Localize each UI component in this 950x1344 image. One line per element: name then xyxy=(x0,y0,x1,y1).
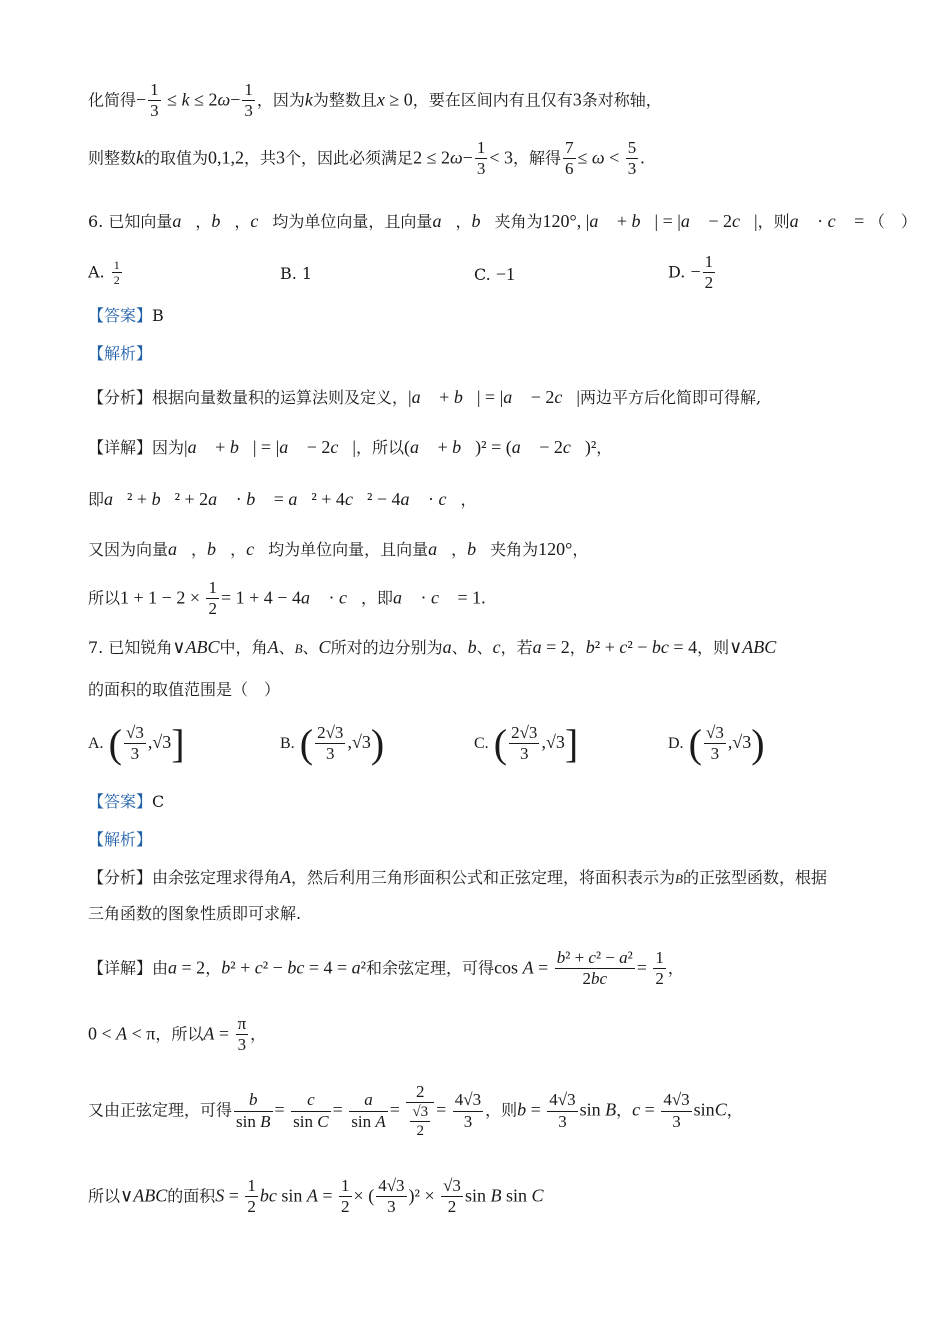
text: 均为单位向量，且向量 xyxy=(272,212,433,231)
q7-analysis-tag: 【解析】 xyxy=(88,830,153,849)
text: 的取值为 xyxy=(144,148,209,168)
q7-xiangjie: 【详解】由a = 2，b² + c² − bc = 4 = a²和余弦定理，可得cos A = $\frac{\text{b² + c² − a²}}{2bc}$ = $\frac{1}{2}$ ， xyxy=(88,948,684,989)
text: ，因为 xyxy=(256,90,305,110)
text: ，解得 xyxy=(512,148,561,168)
fraction: $\frac{b}{\text{sin B}}$ xyxy=(236,1090,271,1131)
q6-stem: 6. 已知向量a⃗，b⃗，c⃗均为单位向量，且向量a⃗，b⃗夹角为120°, |a⃗ + b⃗| = |a⃗ − 2c⃗|，则a⃗ · c⃗ = （ ） xyxy=(88,211,917,231)
q7-option-a[interactable]: A. ( $\frac{√3}{3}$ ,√3] xyxy=(88,721,185,766)
fraction: $\frac{1}{2}$ xyxy=(247,1176,256,1217)
fraction: $\frac{7}{6}$ xyxy=(565,138,574,179)
fraction: $\frac{1}{3}$ xyxy=(476,138,486,179)
q6-option-c[interactable]: C. −1 xyxy=(474,264,516,284)
fraction: $\frac{4√3}{3}$ xyxy=(378,1176,405,1217)
q7-stem-line2: 的面积的取值范围是（ ） xyxy=(88,680,281,699)
q7-answer: 【答案】C xyxy=(88,792,165,811)
q6-result: 所以1 + 1 − 2 × $\frac{1}{2}$ = 1 + 4 − 4a⃗ · c⃗，即a⃗ · c⃗ = 1. xyxy=(88,578,486,619)
fraction: $\frac{1}{2}$ xyxy=(208,578,217,619)
fraction: $\frac{c}{\text{sin C}}$ xyxy=(293,1090,329,1131)
q6-fenxi: 【分析】根据向量数量积的运算法则及定义，|a⃗ + b⃗| = |a⃗ − 2c⃗|两边平方后化简即可得解, xyxy=(88,387,762,407)
fraction: $\frac{\text{b² + c² − a²}}{2bc}$ xyxy=(556,948,633,989)
q7-fenxi: 【分析】由余弦定理求得角A，然后利用三角形面积公式和正弦定理，将面积表示为B的正弦型函数，根据 xyxy=(88,867,828,887)
text: 化简得 xyxy=(88,90,137,110)
q6-answer: 【答案】B xyxy=(88,306,164,325)
q7-option-d[interactable]: D. ( $\frac{√3}{3}$ ,√3) xyxy=(668,721,765,766)
text: （ ） xyxy=(868,212,917,231)
text: 个，因此必须满足 xyxy=(285,148,414,168)
text: 则整数 xyxy=(88,148,137,168)
text: 条对称轴 xyxy=(581,90,646,110)
fraction: $\frac{4√3}{3}$ xyxy=(549,1090,576,1131)
line-simplify: 化简得− $\frac{1}{3}$ ≤ k ≤ 2ω− $\frac{1}{3}$ ，因为k为整数且x ≥ 0，要在区间内有且仅有3条对称轴， xyxy=(88,80,662,121)
q6-analysis-tag: 【解析】 xyxy=(88,344,153,363)
fraction: $\frac{2√3}{3}$ xyxy=(317,722,344,763)
fraction: $\frac{\pi}{3}$ xyxy=(237,1014,247,1055)
fraction: $\frac{4√3}{3}$ xyxy=(663,1090,690,1131)
fraction: $\frac{1}{2}$ xyxy=(655,948,664,989)
fraction: $\frac{1}{2}$ xyxy=(113,258,120,288)
fraction: $\frac{1}{3}$ xyxy=(150,80,159,121)
fraction: $\frac{1}{3}$ xyxy=(244,80,253,121)
fraction: $\frac{5}{3}$ xyxy=(627,138,637,179)
q7-option-c[interactable]: C. ( $\frac{2√3}{3}$ ,√3] xyxy=(474,721,579,766)
text: ，则 xyxy=(757,212,790,231)
fraction: $\frac{2}{\frac{√3}{2}}$ xyxy=(406,1082,434,1140)
fraction: $\frac{√3}{3}$ xyxy=(125,722,144,763)
q7-option-b[interactable]: B. ( $\frac{2√3}{3}$ ,√3) xyxy=(280,721,385,766)
fraction: $\frac{a}{\text{sin A}}$ xyxy=(351,1090,386,1131)
fraction: $\frac{4√3}{3}$ xyxy=(454,1090,482,1131)
q7-area: 所以∨ABC的面积S = $\frac{1}{2}$ bc sin A = $\frac{1}{2}$ × ( $\frac{4√3}{3}$ )² × $\frac{√3}{2}$ sin B sin C xyxy=(88,1176,544,1217)
text: ，要在区间内有且仅有 xyxy=(412,90,573,110)
q6-expand: 即a⃗² + b⃗² + 2a⃗ · b⃗ = a⃗² + 4c⃗² − 4a⃗ · c⃗， xyxy=(88,489,477,509)
q7-fenxi-line2: 三角函数的图象性质即可求解. xyxy=(88,904,302,923)
text: 为整数且 xyxy=(312,90,377,110)
q7-stem: 7. 已知锐角∨ABC中，角A、B、C所对的边分别为a、b、c，若a = 2，b² + c² − bc = 4，则∨ABC xyxy=(88,637,777,657)
q6-xiangjie: 【详解】因为|a⃗ + b⃗| = |a⃗ − 2c⃗|，所以(a⃗ + b⃗)² = (a⃗ − 2c⃗)²， xyxy=(88,437,613,457)
fraction: $\frac{√3}{2}$ xyxy=(443,1176,461,1217)
q6-unit-vectors: 又因为向量a⃗，b⃗，c⃗均为单位向量，且向量a⃗，b⃗夹角为120°， xyxy=(88,539,589,559)
q6-option-d[interactable]: D. − $\frac{1}{2}$ xyxy=(668,252,714,293)
text: 夹角为 xyxy=(494,212,543,231)
fraction: $\frac{1}{2}$ xyxy=(704,252,714,293)
text: 6. 已知向量 xyxy=(88,212,173,231)
text: ，共 xyxy=(244,148,277,168)
line-integer-k: 则整数k的取值为0,1,2，共3个，因此必须满足2 ≤ 2ω− $\frac{1}{3}$ < 3，解得 $\frac{7}{6}$ ≤ ω < $\frac{5}{3}$ . xyxy=(88,138,645,179)
fraction: $\frac{1}{2}$ xyxy=(341,1176,350,1217)
q7-angle-a: 0 < A < π，所以A = $\frac{\pi}{3}$ ， xyxy=(88,1014,267,1055)
q6-option-b[interactable]: B. 1 xyxy=(280,264,313,283)
fraction: $\frac{2√3}{3}$ xyxy=(511,722,538,763)
q7-sine-law: 又由正弦定理，可得 $\frac{b}{\text{sin B}}$ = $\frac{c}{\text{sin C}}$ = $\frac{a}{\text{sin A}}$ = $\frac{2}{\frac{√3}{2}}$ = $\frac{4√3}{3}$ ，则b = $\frac{4√3}{3}$ sin B，c = $\frac{4√3}{3}$ sinC， xyxy=(88,1082,743,1140)
q6-option-a[interactable]: A. $\frac{1}{2}$ xyxy=(88,258,120,288)
fraction: $\frac{√3}{3}$ xyxy=(705,722,724,763)
